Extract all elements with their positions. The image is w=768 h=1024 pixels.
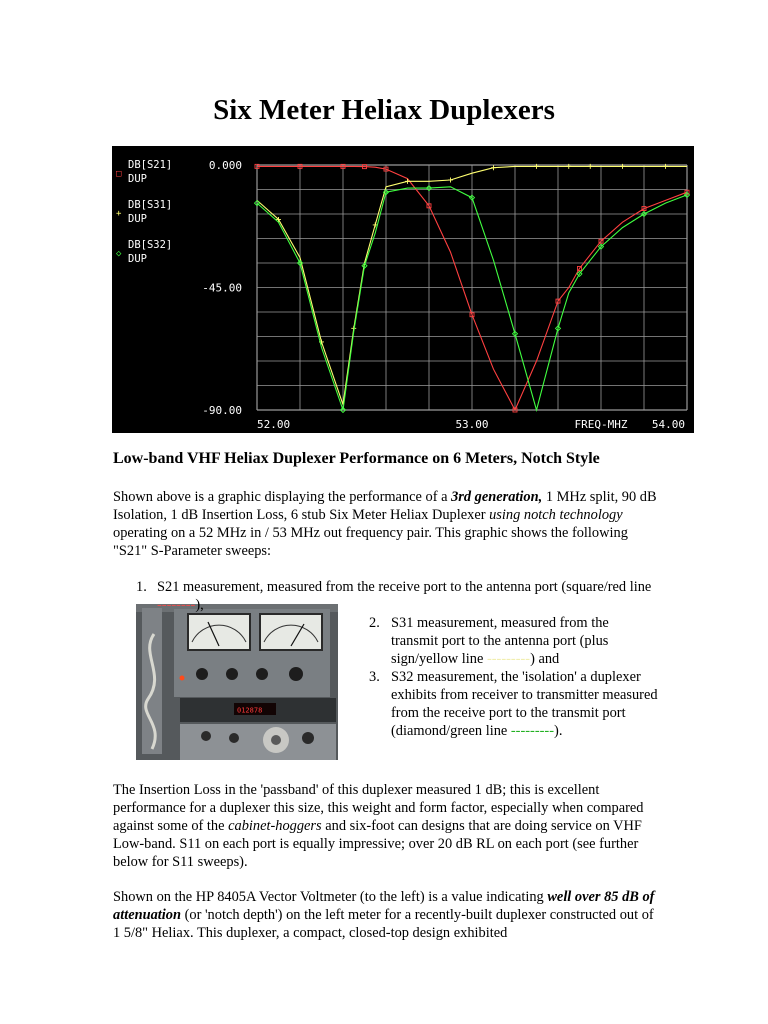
page-title: Six Meter Heliax Duplexers — [213, 94, 555, 126]
legend-series-sub: DUP — [128, 173, 147, 185]
list-tail: ) and — [530, 651, 560, 667]
list-item — [113, 614, 658, 668]
legend-marker: □ — [116, 169, 122, 179]
legend-marker: ◇ — [116, 249, 122, 259]
list-item — [113, 578, 658, 614]
chart-legend — [116, 159, 172, 265]
y-tick-label: 0.000 — [208, 159, 242, 172]
section-heading: Low-band VHF Heliax Duplexer Performance on 6 Meters, Notch Style — [113, 450, 600, 467]
list-text: S32 measurement, the 'isolation' a duplexer exhibits from receiver to transmitter measured from the receive port to the transmit port (diamond/green line — [391, 669, 658, 739]
yellow-dash-sample: --------- — [486, 651, 531, 667]
red-dash-sample: -------- — [157, 597, 196, 613]
list-number: 1. — [136, 579, 147, 595]
x-tick-label: FREQ-MHZ — [574, 418, 628, 431]
list-item — [113, 668, 658, 740]
list-tail: ). — [554, 723, 563, 739]
legend-series-name: DB[S31] — [128, 199, 173, 211]
legend-series-sub: DUP — [128, 253, 147, 265]
intro-paragraph — [113, 488, 658, 560]
y-tick-labels — [202, 159, 242, 417]
vv-text-c: (or 'notch depth') on the left meter for a recently-built duplexer constructed out of 1 5/8" Heliax. This duplexer, a compact, closed-top design exhibited — [113, 907, 654, 941]
list-number: 3. — [369, 669, 380, 685]
intro-text-e: operating on a 52 MHz in / 53 MHz out frequency pair. This graphic shows the following "S21" S-Parameter sweeps: — [113, 525, 628, 559]
x-tick-label: 54.00 — [651, 418, 685, 431]
data-point-plus — [448, 177, 453, 182]
data-point-plus — [405, 179, 410, 184]
list-number: 2. — [369, 615, 380, 631]
intro-emphasis-notch: using notch technology — [489, 507, 623, 523]
il-text-c: and six-foot can designs that are doing service on VHF Low-band. S11 on each port is equally impressive; over 20 dB RL on each port (see further below for S11 sweeps). — [113, 818, 642, 870]
list-text: S31 measurement, measured from the transmit port to the antenna port (plus sign/yellow line — [391, 615, 609, 667]
list-text: S21 measurement, measured from the receive port to the antenna port (square/red line — [157, 579, 652, 595]
y-tick-label: -90.00 — [202, 404, 242, 417]
legend-marker: + — [116, 209, 122, 219]
s-parameter-chart — [112, 146, 694, 433]
data-point-plus — [491, 165, 496, 170]
legend-series-name: DB[S32] — [128, 239, 173, 251]
chart-grid — [257, 165, 687, 410]
list-tail: ), — [195, 597, 204, 613]
voltmeter-paragraph — [113, 888, 658, 942]
y-tick-label: -45.00 — [202, 281, 242, 295]
il-emphasis: cabinet-hoggers — [228, 818, 322, 834]
x-tick-label: 52.00 — [257, 418, 291, 431]
green-dash-sample: --------- — [510, 723, 555, 739]
intro-emphasis-generation: 3rd generation, — [451, 489, 543, 505]
intro-text-c: 1 MHz split, 90 dB Isolation, 1 dB Insertion Loss, 6 stub Six Meter Heliax Duplexer — [113, 489, 657, 523]
insertion-loss-paragraph — [113, 781, 658, 871]
legend-series-sub: DUP — [128, 213, 147, 225]
vv-emphasis: well over 85 dB of attenuation — [113, 889, 655, 923]
intro-text-a: Shown above is a graphic displaying the performance of a — [113, 489, 452, 505]
sweep-list — [113, 578, 658, 740]
vv-text-a: Shown on the HP 8405A Vector Voltmeter (to the left) is a value indicating — [113, 889, 548, 905]
x-tick-label: 53.00 — [455, 418, 489, 431]
legend-series-name: DB[S21] — [128, 159, 173, 171]
photo-led-display: 012878 — [237, 706, 263, 715]
x-tick-labels — [257, 418, 685, 431]
il-text-a: The Insertion Loss in the 'passband' of this duplexer measured 1 dB; this is excellent performance for a duplexer this size, this weight and form factor, especially when compared against some of the — [113, 782, 644, 834]
